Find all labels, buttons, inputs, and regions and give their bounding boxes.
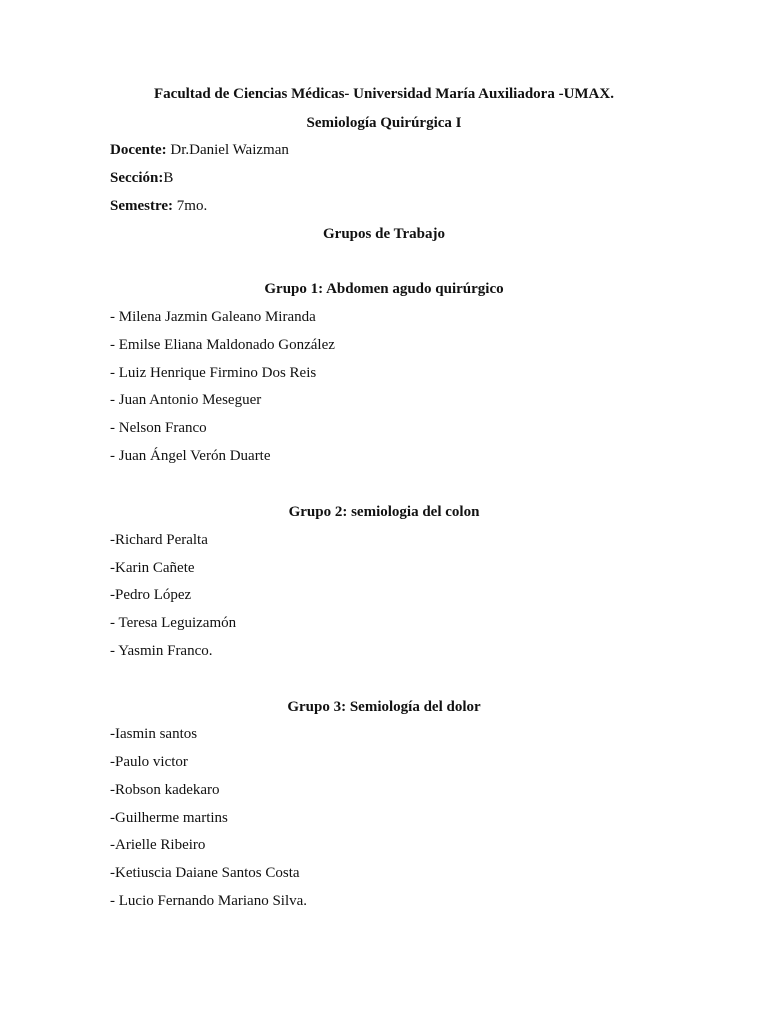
seccion-label: Sección: — [110, 170, 164, 186]
group-member: - Emilse Eliana Maldonado González — [110, 337, 335, 353]
group-member: -Richard Peralta — [110, 532, 208, 548]
group-member: -Iasmin santos — [110, 726, 198, 742]
institution-heading: Facultad de Ciencias Médicas- Universidad María Auxiliadora -UMAX. — [154, 86, 614, 102]
group-member: - Nelson Franco — [110, 420, 207, 436]
group-member: -Pedro López — [110, 587, 192, 603]
docente-label: Docente: — [110, 142, 167, 158]
group-title: Grupo 1: Abdomen agudo quirúrgico — [264, 281, 504, 297]
group-member: - Juan Antonio Meseguer — [110, 392, 262, 408]
group-member: - Teresa Leguizamón — [110, 615, 237, 631]
group-member: -Ketiuscia Daiane Santos Costa — [110, 865, 300, 881]
semestre-line — [110, 197, 207, 215]
group-member: - Yasmin Franco. — [110, 643, 213, 659]
group-member: -Karin Cañete — [110, 560, 195, 576]
section-title: Grupos de Trabajo — [323, 226, 445, 242]
semestre-value: 7mo. — [173, 198, 208, 214]
group-member: -Arielle Ribeiro — [110, 837, 206, 853]
group-member: - Luiz Henrique Firmino Dos Reis — [110, 365, 317, 381]
group-member: -Paulo victor — [110, 754, 188, 770]
group-member: - Lucio Fernando Mariano Silva. — [110, 893, 308, 909]
course-title: Semiología Quirúrgica I — [306, 115, 462, 131]
group-title: Grupo 2: semiologia del colon — [288, 504, 480, 520]
seccion-value: B — [163, 170, 174, 186]
group-member: - Juan Ángel Verón Duarte — [110, 448, 271, 464]
group-title: Grupo 3: Semiología del dolor — [287, 699, 481, 715]
group-member: -Robson kadekaro — [110, 782, 220, 798]
seccion-line — [110, 169, 173, 187]
group-member: - Milena Jazmin Galeano Miranda — [110, 309, 316, 325]
docente-line — [110, 141, 289, 159]
docente-value: Dr.Daniel Waizman — [166, 142, 289, 158]
semestre-label: Semestre: — [110, 198, 174, 214]
group-member: -Guilherme martins — [110, 810, 228, 826]
